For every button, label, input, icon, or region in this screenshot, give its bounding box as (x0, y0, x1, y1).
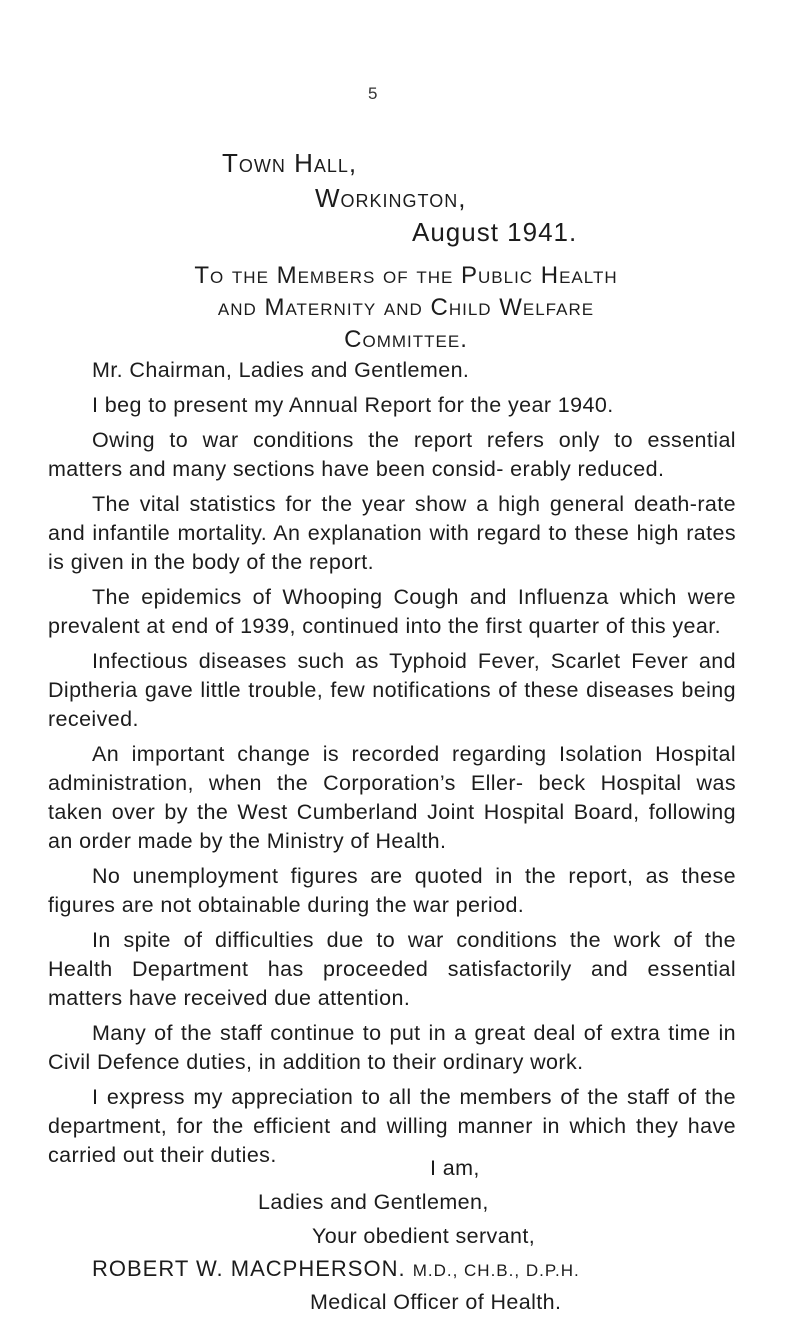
paragraph: In spite of difficulties due to war conditions the work of the Health Department has proceeded satisfactorily and essential matters have received due attention. (48, 928, 736, 1010)
letter-body (48, 356, 736, 1176)
paragraph: No unemployment figures are quoted in the report, as these figures are not obtainable during the war period. (48, 864, 736, 917)
paragraph: The epidemics of Whooping Cough and Influenza which were prevalent at end of 1939, continued into the first quarter of this year. (48, 585, 736, 638)
closing-valediction: Your obedient servant, (312, 1224, 536, 1248)
paragraph: Infectious diseases such as Typhoid Fever, Scarlet Fever and Diptheria gave little trouble, few notifications of these diseases being received. (48, 649, 736, 731)
signature-name: ROBERT W. MACPHERSON. (92, 1256, 406, 1281)
heading-line-3: Committee. (344, 326, 468, 353)
addressee-heading (86, 260, 726, 356)
address-line-1: Town Hall, (222, 148, 358, 178)
salutation: Mr. Chairman, Ladies and Gentlemen. (92, 358, 470, 382)
paragraph: The vital statistics for the year show a high general death-rate and infantile mortality. An explanation with regard to these high rates is given in the body of the report. (48, 492, 736, 574)
paragraph: Many of the staff continue to put in a great deal of extra time in Civil Defence duties, in addition to their ordinary work. (48, 1021, 736, 1074)
heading-line-2: and Maternity and Child Welfare (217, 294, 595, 321)
heading-line-1: To the Members of the Public Health (194, 262, 618, 289)
paragraph: I beg to present my Annual Report for the year 1940. (92, 393, 614, 417)
signature-line (92, 1254, 580, 1285)
address-line-2: Workington, (315, 183, 467, 213)
closing-i-am: I am, (430, 1156, 480, 1180)
page-number: 5 (368, 84, 378, 103)
signatory-title: Medical Officer of Health. (310, 1290, 562, 1314)
paragraph: Owing to war conditions the report refers only to essential matters and many sections have been consid- erably reduced. (48, 428, 736, 481)
paragraph: An important change is recorded regarding Isolation Hospital administration, when the Corporation’s Eller- beck Hospital was taken over by the West Cumberland Joint Hospital Board, following an order made by the Ministry of Health. (48, 742, 736, 853)
closing-address: Ladies and Gentlemen, (258, 1190, 489, 1214)
address-date: August 1941. (412, 217, 578, 247)
paragraph: I express my appreciation to all the members of the staff of the department, for the efficient and willing manner in which they have carried out their duties. (48, 1085, 736, 1167)
signature-degrees: M.D., CH.B., D.P.H. (412, 1261, 580, 1280)
